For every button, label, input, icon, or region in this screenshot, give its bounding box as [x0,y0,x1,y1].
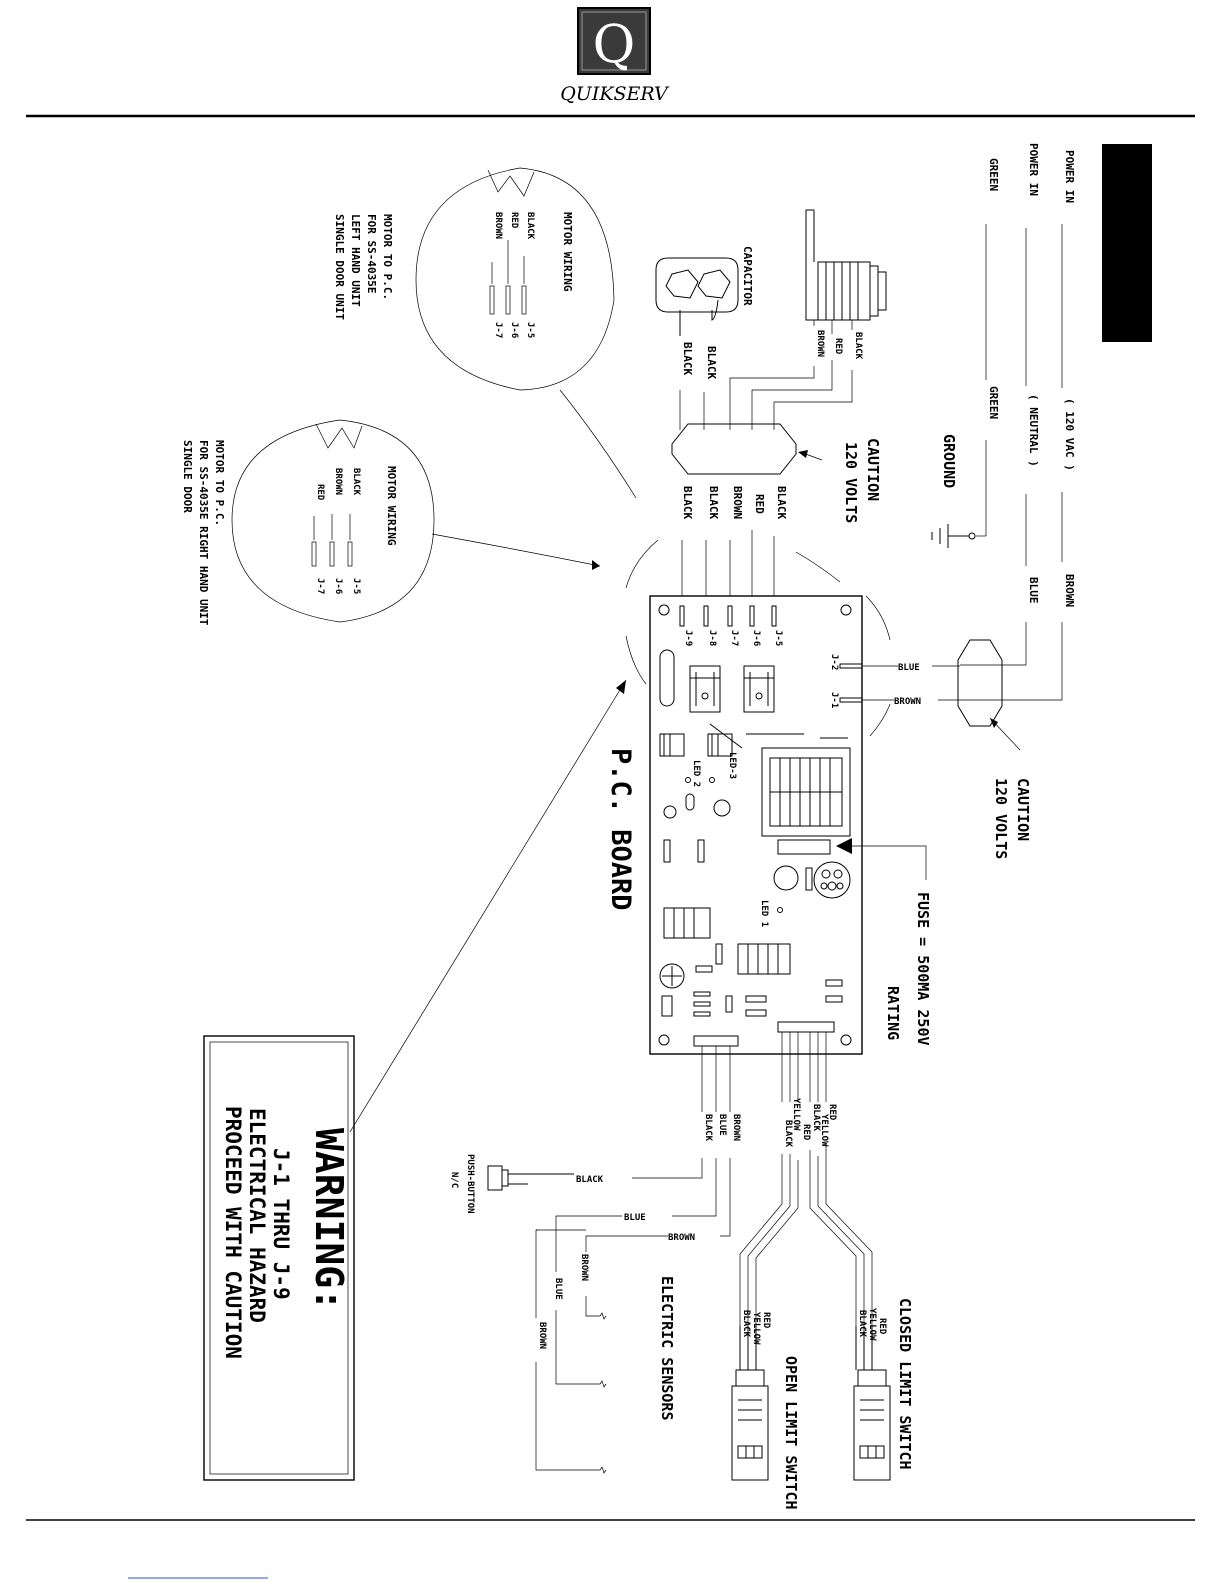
board-pin-j5: J-5 [773,630,783,647]
electric-sensors [536,1230,676,1473]
caution-label-2: CAUTION [1014,778,1032,842]
caution-octagon-power [958,640,1002,726]
caution-octagon-center [672,424,796,474]
vac-label: ( 120 VAC ) [1063,398,1076,471]
caution-arrowhead-center [798,450,808,458]
sensor-bundle [556,1046,741,1272]
open-switch-wire-black: BLACK [741,1310,751,1338]
motor-wire-brown: BROWN [815,330,825,358]
closed-switch-wire-black: BLACK [857,1310,867,1338]
power-labels [940,143,1076,607]
power-pin-j2: J-2 [829,654,839,671]
power-in-label-1: POWER IN [1063,150,1076,203]
motor-right-desc-2: FOR SS-4035E RIGHT HAND UNIT [197,440,210,626]
blue-label: BLUE [1027,577,1040,604]
center-wire-1: BLACK [775,486,788,520]
board-pin-j6: J-6 [751,630,761,647]
board-pin-labels [683,630,839,708]
motor-left-desc-4: SINGLE DOOR UNIT [333,214,346,320]
closed-switch-wire-yellow: YELLOW [867,1308,877,1341]
center-wire-labels [681,486,788,519]
sensor-bundle-black: BLACK [703,1114,713,1142]
closed-limit-switch-title: CLOSED LIMIT SWITCH [896,1298,914,1470]
motor-right-desc-3: SINGLE DOOR [181,440,194,513]
electric-sensors-title: ELECTRIC SENSORS [658,1276,676,1421]
motor-wiring-right [181,420,600,626]
pushbutton [449,1154,574,1214]
limit-bundle-yellow-2: YELLOW [791,1098,801,1131]
capacitor-wire-black-1: BLACK [705,346,718,380]
motor-left-pin-j7: J-7 [493,322,503,339]
limit-bundle-black-1: BLACK [811,1104,821,1132]
pushbutton-wire-black: BLACK [576,1175,604,1185]
ground-symbol [932,524,975,548]
quikserv-logo [560,8,670,105]
board-pin-j8: J-8 [707,630,717,647]
section-tab [1102,144,1152,342]
open-limit-switch-title: OPEN LIMIT SWITCH [782,1356,800,1510]
power-pin-blue: BLUE [898,663,920,673]
warning-title: WARNING: [307,1128,351,1312]
power-pin-j1: J-1 [829,692,839,709]
warning-box [204,1036,354,1480]
warning-line-1: J-1 THRU J-9 [269,1148,293,1300]
motor-right-wire-red: RED [315,484,325,501]
center-wire-4: BLACK [707,486,720,520]
pushbutton-label: PUSH-BUTTON [465,1154,475,1214]
warning-line-2: ELECTRICAL HAZARD [245,1108,269,1323]
limit-bundle-red-1: RED [827,1104,837,1121]
sensor-brown-3: BROWN [537,1322,547,1350]
motor-left-desc-2: FOR SS-4035E [365,214,378,294]
brown-label: BROWN [1063,574,1076,608]
capacitor-wire-black-2: BLACK [681,342,694,376]
motor-left-desc-3: LEFT HAND UNIT [349,214,362,307]
limit-bundle [740,1032,872,1326]
capacitor [656,258,738,336]
motor-left-wire-red: RED [509,212,519,229]
fuse-rating-label: RATING [884,986,902,1041]
sensor-blue-2: BLUE [553,1278,563,1300]
pc-board-title: P.C. BOARD [605,748,636,911]
logo-letter: Q [592,15,636,75]
neutral-label: ( NEUTRAL ) [1027,394,1040,467]
green-label: GREEN [987,158,1000,192]
volts-label-2: 120 VOLTS [992,778,1010,860]
fuse-arrowhead [836,838,852,854]
motor-left-title: MOTOR WIRING [561,212,574,292]
open-limit-switch [732,1310,800,1510]
green-label-2: GREEN [987,386,1000,420]
motor-right-wire-black: BLACK [351,468,361,496]
caution-label: CAUTION [864,438,882,502]
led-1-label: LED 1 [759,900,769,928]
motor-right-pin-j5: J-5 [351,578,361,595]
motor-wire-red: RED [833,338,843,355]
fuse-label: FUSE = 500MA 250V [914,892,932,1046]
sensor-bundle-brown: BROWN [731,1114,741,1142]
motor-left-desc-1: MOTOR TO P.C. [381,214,394,301]
closed-switch-wire-red: RED [877,1318,887,1335]
motor-right-wire-brown: BROWN [333,468,343,496]
closed-limit-switch [854,1298,914,1480]
brand-name: QUIKSERV [560,83,668,105]
center-wire-5: BLACK [681,486,694,520]
motor-wiring-left [333,168,636,498]
sensor-wire-blue-label: BLUE [624,1213,646,1223]
warning-line-3: PROCEED WITH CAUTION [221,1106,245,1359]
led-2-label: LED 2 [691,760,701,788]
motor-wire-labels [815,330,863,360]
motor-left-wire-brown: BROWN [493,212,503,240]
limit-bundle-black-2: BLACK [783,1120,793,1148]
motor-wires [730,320,852,430]
limit-bundle-yellow-1: YELLOW [819,1114,829,1147]
motor-right-pin-j6: J-6 [333,578,343,595]
open-switch-wire-red: RED [761,1312,771,1329]
board-pin-j7: J-7 [729,630,739,647]
capacitor-label: CAPACITOR [741,246,754,306]
center-wires [682,530,774,596]
power-pin-brown: BROWN [894,697,922,707]
limit-bundle-red-2: RED [801,1124,811,1141]
motor-left-pin-j5: J-5 [525,322,535,339]
motor-left-pin-j6: J-6 [509,322,519,339]
warning-leader-line [350,680,626,1132]
center-wire-2: RED [753,494,766,514]
power-in-label-2: POWER IN [1027,143,1040,196]
motor-right-pin-j7: J-7 [315,578,325,595]
sensor-bundle-blue: BLUE [717,1114,727,1136]
center-wire-3: BROWN [731,486,744,520]
motor-right-title: MOTOR WIRING [385,466,398,546]
motor-wire-black: BLACK [853,332,863,360]
pushbutton-nc: N/C [449,1172,459,1189]
sensor-wire-brown-label: BROWN [668,1233,696,1243]
motor-right-desc-1: MOTOR TO P.C. [213,440,226,527]
board-pin-j9: J-9 [683,630,693,647]
volts-label: 120 VOLTS [842,442,860,524]
sensor-brown-2: BROWN [579,1254,589,1282]
warning-arrowhead [616,680,626,694]
ground-label: GROUND [940,434,958,489]
open-switch-wire-yellow: YELLOW [751,1312,761,1345]
led-3-label: LED-3 [727,752,737,780]
motor [806,210,886,320]
power-wires [960,224,1062,700]
motor-left-wire-black: BLACK [525,212,535,240]
